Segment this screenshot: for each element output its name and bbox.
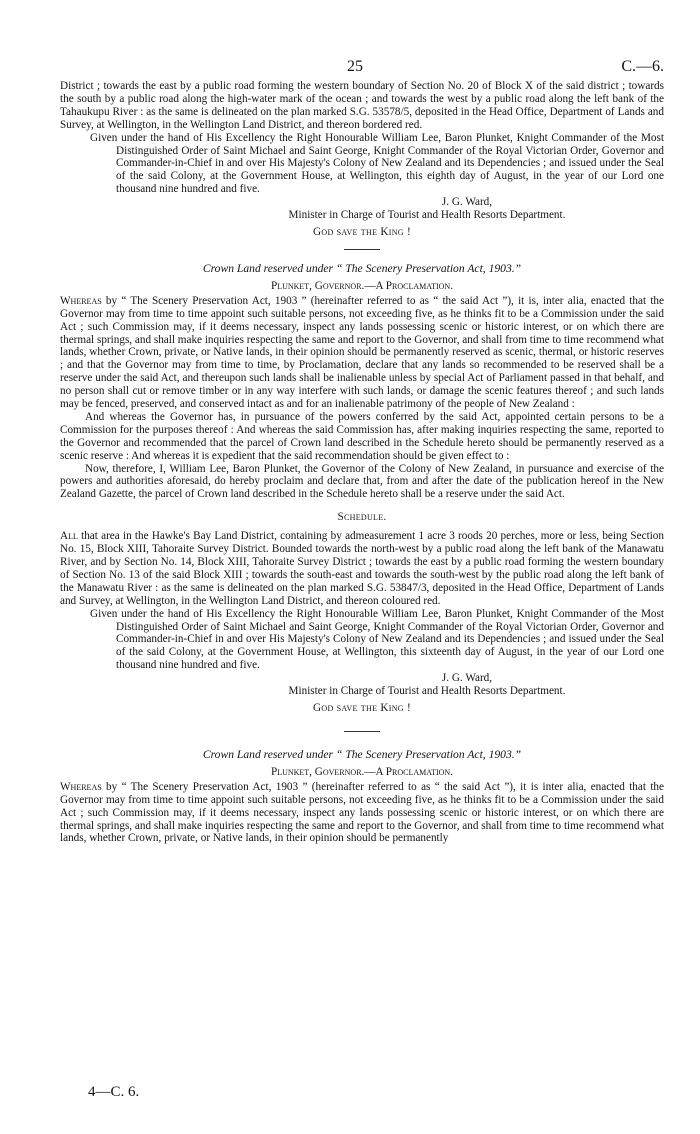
- proclamation-governor-1: Plunket, Governor.—A Proclamation.: [270, 279, 454, 292]
- signature-name-1: J. G. Ward,: [441, 196, 493, 209]
- proclamation-title-2: Crown Land reserved under “ The Scenery Preservation Act, 1903.”: [202, 747, 522, 761]
- given-under-hand-2: Given under the hand of His Excellency the Right Honourable William Lee, Baron Plunket, Knight Commander of the Most Distinguished Order of Saint Michael and Saint George, Knight Commander of the Royal Victorian Order, Governor and Commander-in-Chief in and over His Majesty's Colony of New Zealand and its Dependencies ; and issued under the Seal of the said Colony, at the Government House, at Wellington, this sixteenth day of August, in the year of our Lord one thousand nine hundred and five.: [90, 607, 664, 672]
- now-therefore-paragraph: Now, therefore, I, William Lee, Baron Plunket, the Governor of the Colony of New Zealand, in pursuance and exercise of the powers and authorities aforesaid, do hereby proclaim and declare that, from and after the date of the publication hereof in the New Zealand Gazette, the parcel of Crown land described in the Schedule hereto shall be a reserve under the said Act.: [60, 462, 664, 501]
- schedule-lead: All: [60, 530, 78, 543]
- signature-name-2: J. G. Ward,: [441, 672, 493, 685]
- whereas-lead-1: Whereas: [60, 294, 102, 307]
- and-whereas-paragraph: And whereas the Governor has, in pursuance of the powers conferred by the said Act, appointed certain persons to be a Commission for the purposes thereof : And whereas the said Commission has, after making inquiries respecting the same, reported to the Governor and recommended that the parcel of Crown land described in the Schedule hereto should be permanently reserved as a scenic reserve : And whereas it is expedient that the said recommendation should be given effect to :: [60, 410, 664, 462]
- section-divider: [344, 249, 380, 250]
- whereas-paragraph-1: [60, 295, 664, 411]
- intro-continuation: District ; towards the east by a public road forming the western boundary of Section No. 20 of Block X of the said district ; towards the south by a public road along the high-water mark of the ocean ; and towards the west by a public road along the left bank of the Tahaukupu River : as the same is delineated on the plan marked S.G. 53578/5, deposited in the Head Office, Department of Lands and Survey, at Wellington, in the Wellington Land District, and thereon bordered red.: [60, 80, 664, 131]
- page-footer-signature: 4—C. 6.: [88, 1084, 140, 1100]
- proclamation-title-1: Crown Land reserved under “ The Scenery Preservation Act, 1903.”: [202, 261, 522, 275]
- whereas-paragraph-2: [60, 781, 664, 846]
- whereas-text-2: by “ The Scenery Preservation Act, 1903 ” (hereinafter referred to as “ the said Act ”), it is inter alia, enacted that the Governor may from time to time appoint such suitable persons, not exceeding five, as he thinks fit to be a Commission under the said Act ; such Commission may, if it deems necessary, inspect any lands possessing scenic or historic interest, or on which there are thermal springs, and shall make inquiries respecting the same and report to the Governor, and shall from time to time recommend what lands, whether Crown, private, or Native lands, in their opinion should be permanently: [60, 780, 664, 845]
- section-divider-2: [344, 731, 380, 732]
- signature-title-2: Minister in Charge of Tourist and Health Resorts Department.: [288, 685, 566, 698]
- schedule-paragraph: [60, 530, 664, 607]
- whereas-text-1: by “ The Scenery Preservation Act, 1903 ” (hereinafter referred to as “ the said Act ”), it is, inter alia, enacted that the Governor may from time to time appoint such suitable persons, not exceeding five, as he thinks fit to be a Commission under the said Act ; such Commission may, if it deems necessary, inspect any lands possessing scenic or historic interest, or on which there are thermal springs, and shall make inquiries respecting the same and report to the Governor, and shall from time to time recommend what lands, whether Crown, private, or Native lands, in their opinion should be permanently reserved as scenic, thermal, or historic reserves ; and that the Governor may from time to time, by Proclamation, declare that any lands so recommended to be reserved shall be a reserve under the said Act, and thereupon such lands shall be inalienable unless by special Act of Parliament passed in that behalf, and no person shall cut or remove timber or in any way interfere with such lands, or damage the scenic features thereof ; and such lands may be fenced, preserved, and conserved intact as and for an inalienable patrimony of the people of New Zealand :: [60, 294, 664, 411]
- page-number: 25: [347, 58, 363, 75]
- schedule-heading: Schedule.: [337, 511, 387, 524]
- page-header: [60, 50, 664, 80]
- god-save-the-king-2: God save the King !: [313, 701, 411, 714]
- proclamation-governor-2: Plunket, Governor.—A Proclamation.: [270, 765, 454, 778]
- document-reference: C.—6.: [621, 58, 664, 75]
- god-save-the-king-1: God save the King !: [313, 225, 411, 238]
- schedule-text: that area in the Hawke's Bay Land District, containing by admeasurement 1 acre 3 roods 20 perches, more or less, being Section No. 15, Block XIII, Tahoraite Survey District. Bounded towards the north-west by a public road along the left bank of the Manawatu River, and by Section No. 14, Block XIII, Tahoraite Survey District ; towards the east by a public road forming the western boundary of Section No. 13 of the said Block XIII ; towards the south-east and towards the south-west by the public road along the left bank of the Manawatu River : as the same is delineated on the plan marked S.G. 53847/3, deposited in the Head Office, Department of Lands and Survey, at Wellington, in the Wellington Land District, and thereon coloured red.: [60, 530, 664, 607]
- whereas-lead-2: Whereas: [60, 780, 102, 793]
- signature-title-1: Minister in Charge of Tourist and Health Resorts Department.: [288, 209, 566, 222]
- given-under-hand-1: Given under the hand of His Excellency the Right Honourable William Lee, Baron Plunket, Knight Commander of the Most Distinguished Order of Saint Michael and Saint George, Knight Commander of the Royal Victorian Order, Governor and Commander-in-Chief in and over His Majesty's Colony of New Zealand and its Dependencies ; and issued under the Seal of the said Colony, at the Government House, at Wellington, this eighth day of August, in the year of our Lord one thousand nine hundred and five.: [90, 131, 664, 196]
